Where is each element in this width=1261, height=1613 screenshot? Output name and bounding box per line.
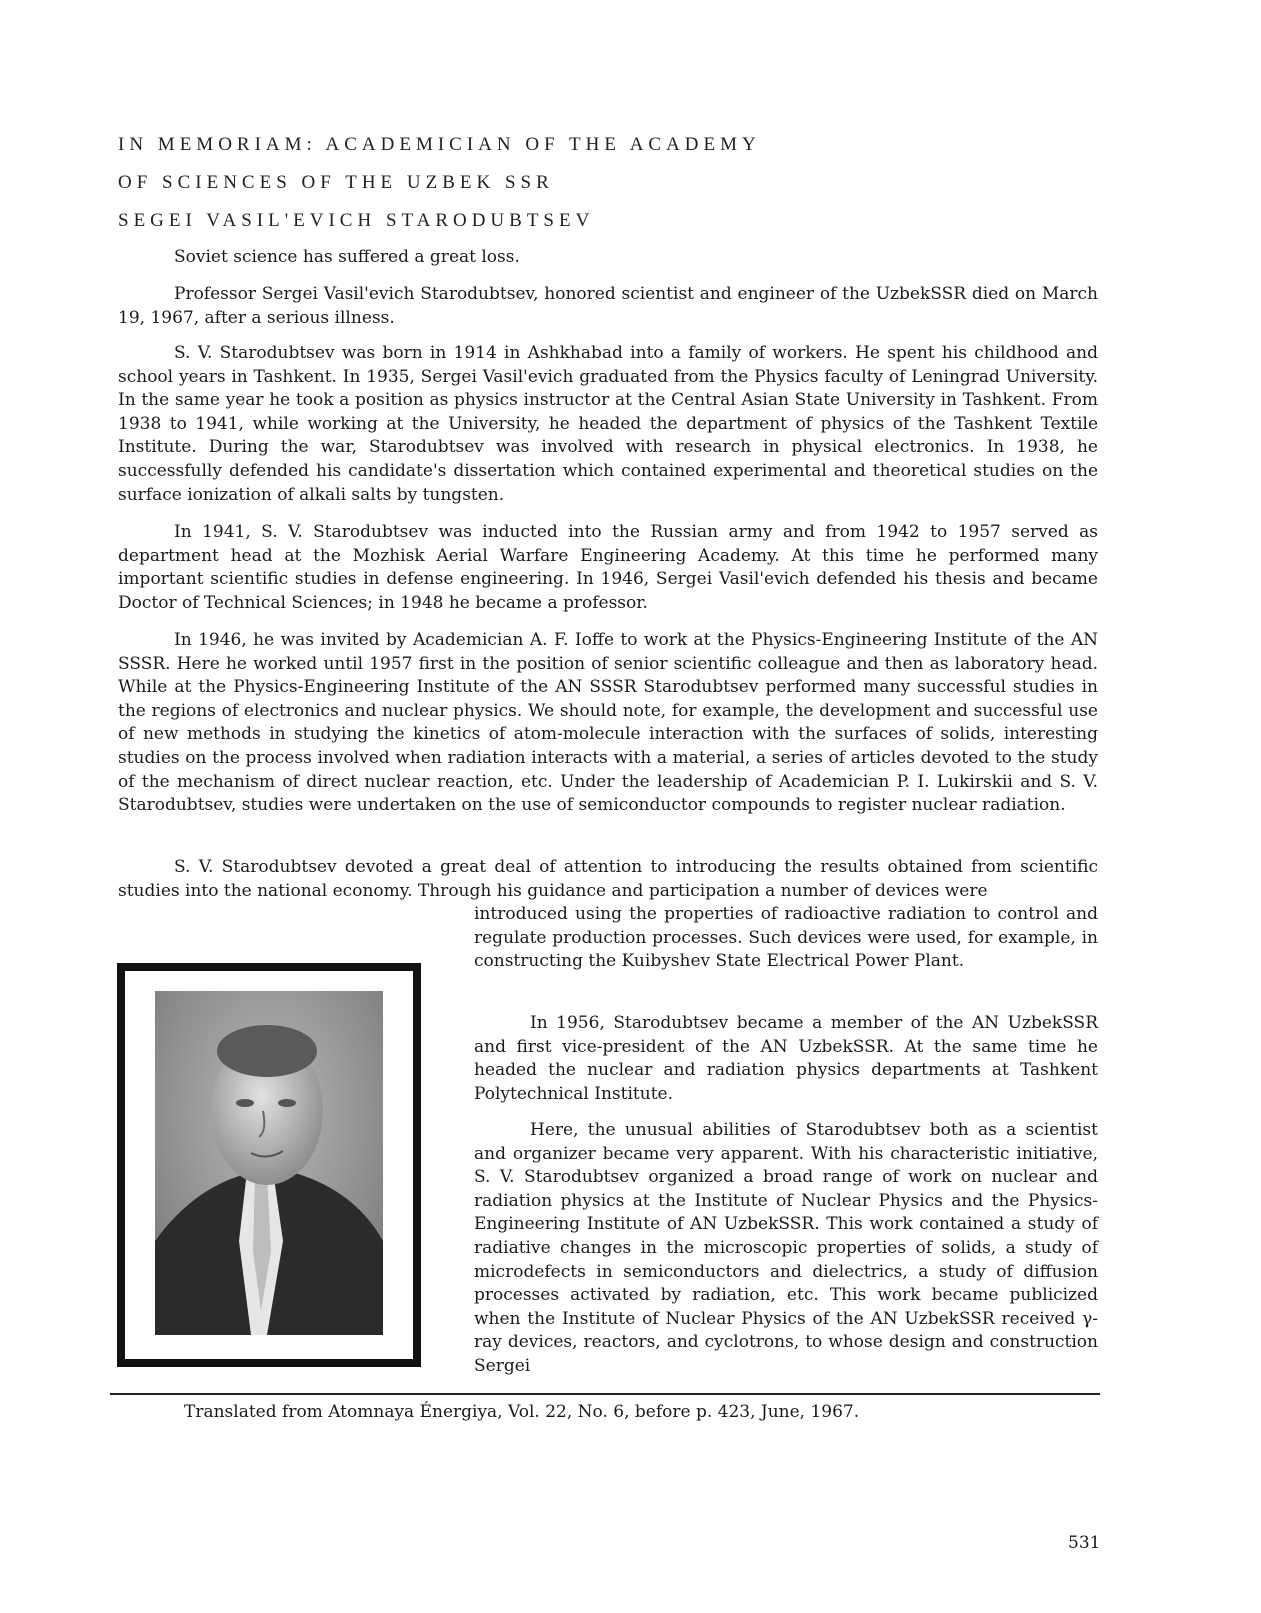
page-number: 531: [1068, 1533, 1101, 1553]
paragraph-7: In 1956, Starodubtsev became a member of the AN UzbekSSR and first vice-president of the AN UzbekSSR. At the same time he headed the nuclear and radiation physics departments at Tashkent Polytechnical Institute.: [474, 1013, 1098, 1104]
paragraph-1: Soviet science has suffered a great loss.: [174, 247, 520, 267]
title-line-1: IN MEMORIAM: ACADEMICIAN OF THE ACADEMY: [118, 134, 761, 155]
article-title: [118, 126, 761, 240]
translation-footnote: Translated from Atomnaya Énergiya, Vol. 22, No. 6, before p. 423, June, 1967.: [184, 1402, 860, 1422]
paragraph-6-lead: S. V. Starodubtsev devoted a great deal of attention to introducing the results obtained from scientific studies into the national economy. Through his guidance and participation a number of devices were: [118, 857, 1098, 901]
portrait-frame: [117, 963, 421, 1367]
paragraph-2: Professor Sergei Vasil'evich Starodubtsev, honored scientist and engineer of the UzbekSSR died on March 19, 1967, after a serious illness.: [118, 284, 1098, 328]
title-line-3: SEGEI VASIL'EVICH STARODUBTSEV: [118, 210, 595, 231]
paragraph-3: S. V. Starodubtsev was born in 1914 in Ashkhabad into a family of workers. He spent his childhood and school years in Tashkent. In 1935, Sergei Vasil'evich graduated from the Physics faculty of Leningrad University. In the same year he took a position as physics instructor at the Central Asian State University in Tashkent. From 1938 to 1941, while working at the University, he headed the department of physics of the Tashkent Textile Institute. During the war, Starodubtsev was involved with research in physical electronics. In 1938, he successfully defended his candidate's dissertation which contained experimental and theoretical studies on the surface ionization of alkali salts by tungsten.: [118, 343, 1098, 505]
paragraph-6-column: introduced using the properties of radioactive radiation to control and regulate production processes. Such devices were used, for example, in constructing the Kuibyshev State Electrical Power Plant.: [474, 904, 1098, 972]
title-line-2: OF SCIENCES OF THE UZBEK SSR: [118, 172, 554, 193]
portrait-photo: [155, 991, 383, 1335]
portrait-image: [155, 991, 383, 1335]
paragraph-5: In 1946, he was invited by Academician A. F. Ioffe to work at the Physics-Engineering Institute of the AN SSSR. Here he worked until 1957 first in the position of senior scientific colleague and then as laboratory head. While at the Physics-Engineering Institute of the AN SSSR Starodubtsev performed many successful studies in the regions of electronics and nuclear physics. We should note, for example, the development and successful use of new methods in studying the kinetics of atom-molecule interaction with the surfaces of solids, interesting studies on the process involved when radiation interacts with a material, a series of articles devoted to the study of the mechanism of direct nuclear reaction, etc. Under the leadership of Academician P. I. Lukirskii and S. V. Starodubtsev, studies were undertaken on the use of semiconductor compounds to register nuclear radiation.: [118, 630, 1098, 816]
footnote-rule: [110, 1393, 1100, 1395]
paragraph-8: Here, the unusual abilities of Starodubtsev both as a scientist and organizer became very apparent. With his characteristic initiative, S. V. Starodubtsev organized a broad range of work on nuclear and radiation physics at the Institute of Nuclear Physics and the Physics-Engineering Institute of AN UzbekSSR. This work contained a study of radiative changes in the microscopic properties of solids, a study of microdefects in semiconductors and dielectrics, a study of diffusion processes activated by radiation, etc. This work became publicized when the Institute of Nuclear Physics of the AN UzbekSSR received γ-ray devices, reactors, and cyclotrons, to whose design and construction Sergei: [474, 1120, 1098, 1376]
paragraph-4: In 1941, S. V. Starodubtsev was inducted into the Russian army and from 1942 to 1957 served as department head at the Mozhisk Aerial Warfare Engineering Academy. At this time he performed many important scientific studies in defense engineering. In 1946, Sergei Vasil'evich defended his thesis and became Doctor of Technical Sciences; in 1948 he became a professor.: [118, 522, 1098, 613]
